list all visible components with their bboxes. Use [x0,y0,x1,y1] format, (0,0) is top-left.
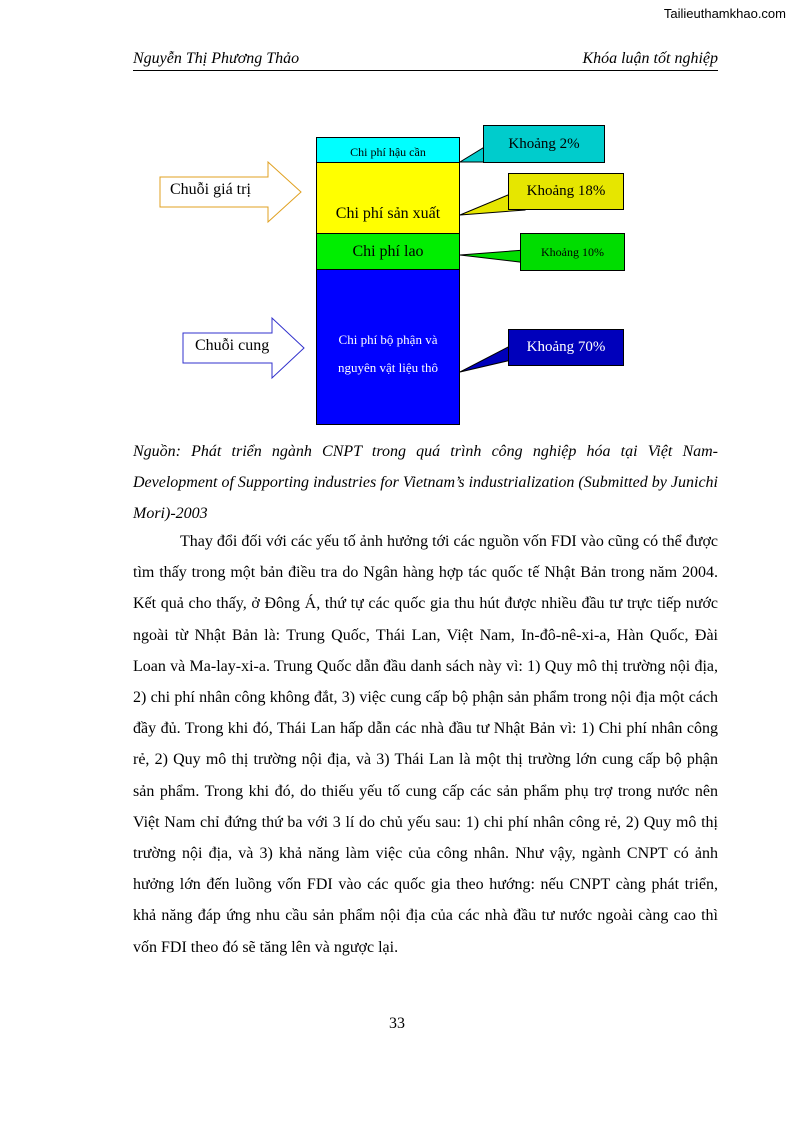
supply-chain-label: Chuỗi cung [195,337,270,354]
page-number: 33 [389,1015,405,1032]
segment-parts-materials [316,269,460,425]
segment-production [316,162,460,234]
segment-production-label: Chi phí sản xuất [335,205,441,222]
body-paragraph: Thay đổi đối với các yếu tố ảnh hưởng tới các nguồn vốn FDI vào cũng có thể được tìm thấy trong một bản điều tra do Ngân hàng hợp tác quốc tế Nhật Bản trong năm 2004. Kết quả cho thấy, ở Đông Á, thứ tự các quốc gia thu hút được nhiều đầu tư trực tiếp nước ngoài từ Nhật Bản là: Trung Quốc, Thái Lan, Việt Nam, In-đô-nê-xi-a, Hàn Quốc, Đài Loan và Ma-lay-xi-a. Trung Quốc dẫn đầu danh sách này vì: 1) Quy mô thị trường nội địa, 2) chi phí nhân công không đắt, 3) việc cung cấp bộ phận sản phẩm trong nội địa một cách đầy đủ. Trong khi đó, Thái Lan hấp dẫn các nhà đầu tư Nhật Bản vì: 1) Chi phí nhân công rẻ, 2) Quy mô thị trường nội địa, và 3) Thái Lan là một thị trường lớn cung cấp bộ phận sản phẩm. Trong khi đó, do thiếu yếu tố cung cấp các sản phẩm phụ trợ trong nước nên Việt Nam chỉ đứng thứ ba với 3 lí do chủ yếu sau: 1) chi phí nhân công rẻ, 2) Quy mô thị trường nội địa, và 3) khả năng làm việc của công nhân. Như vậy, ngành CNPT có ảnh hưởng lớn đến luồng vốn FDI vào các quốc gia theo hướng: nếu CNPT càng phát triển, khả năng đáp ứng nhu cầu sản phẩm nội địa của các nhà đầu tư nước ngoài càng cao thì vốn FDI theo đó sẽ tăng lên và ngược lại. [133,533,718,956]
watermark: Tailieuthamkhao.com [663,6,786,21]
segment-logistics [316,137,460,163]
cost-structure-diagram [0,0,794,440]
segment-labor-label: Chi phí lao [352,242,424,260]
figure-caption: Nguồn: Phát triển ngành CNPT trong quá trình công nghiệp hóa tại Việt Nam-Development of Supporting industries for Vietnam’s industrialization (Submitted by Junichi Mori)-2003 [133,443,718,522]
callout-70-label: Khoảng 70% [526,339,606,355]
callout-2-label: Khoảng 2% [508,135,580,152]
callout-pointer-10 [460,250,528,263]
callout-10-percent [520,233,625,271]
callout-2-percent [483,125,605,163]
segment-labor [316,233,460,270]
header-doc-type: Khóa luận tốt nghiệp [582,50,718,67]
callout-18-label: Khoảng 18% [526,183,606,199]
segment-logistics-label: Chi phí hậu cần [350,145,426,159]
header-author: Nguyễn Thị Phương Thảo [133,50,300,67]
segment-parts-label-2: nguyên vật liệu thô [337,360,438,375]
segment-parts-label-1: Chi phí bộ phận và [338,332,438,347]
callout-18-percent [508,173,624,210]
callout-10-label: Khoảng 10% [541,244,604,259]
callout-70-percent [508,329,624,366]
value-chain-label: Chuỗi giá trị [170,181,251,198]
